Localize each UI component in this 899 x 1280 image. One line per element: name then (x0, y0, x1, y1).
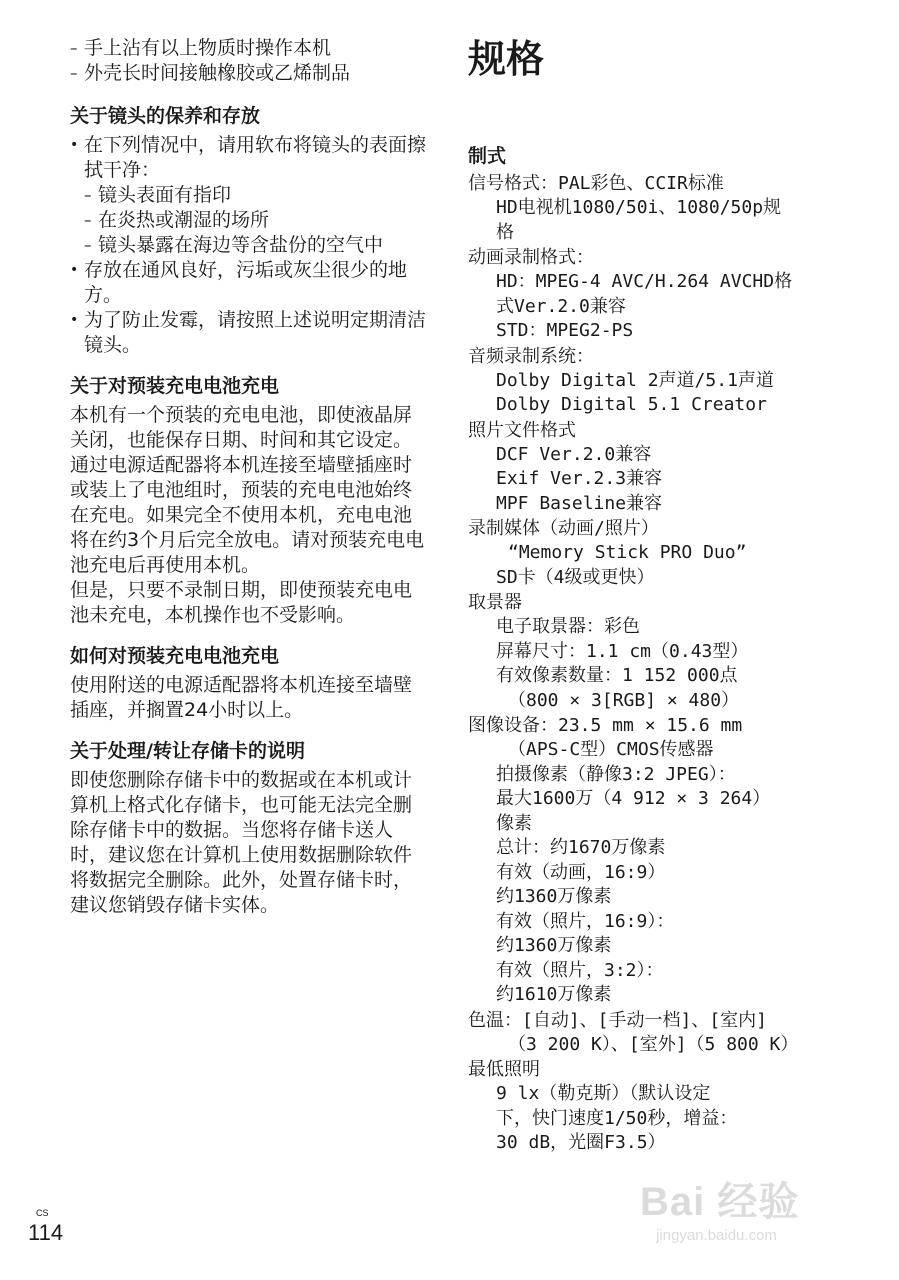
right-column (468, 34, 868, 1156)
lens-bullet: • 为了防止发霉，请按照上述说明定期清洁镜头。 (70, 308, 430, 358)
sub-text: 镜头暴露在海边等含盐份的空气中 (98, 234, 384, 256)
battery-heading: 关于对预装充电电池充电 (70, 375, 280, 397)
card-paragraph: 即使您删除存储卡中的数据或在本机或计算机上格式化存储卡，也可能无法完全删除存储卡中的数据。当您将存储卡送人时，建议您在计算机上使用数据删除软件将数据完全删除。此外，处置存储卡时，建议您销毁存储卡实体。 (70, 769, 413, 916)
spec-signal-label: 信号格式：PAL彩色、CCIR标准 (468, 173, 724, 194)
howto-paragraph: 使用附送的电源适配器将本机连接至墙壁插座，并搁置24小时以上。 (70, 674, 413, 721)
spec-movie-value: HD：MPEG-4 AVC/H.264 AVCHD格 式Ver.2.0兼容 STD：MPEG2-PS (496, 271, 793, 341)
sub-text: 在炎热或潮湿的场所 (98, 209, 270, 231)
spec-audio-label: 音频录制系统： (468, 345, 594, 367)
battery-paragraph: 本机有一个预装的充电电池，即使液晶屏关闭，也能保存日期、时间和其它设定。通过电源适配器将本机连接至墙壁插座时或装上了电池组时，预装的充电电池始终在充电。如果完全不使用本机，充电电池将在约3个月后完全放电。请对预装充电电池充电后再使用本机。 (70, 404, 425, 576)
page-number: 114 (28, 1220, 64, 1245)
lens-heading: 关于镜头的保养和存放 (70, 105, 261, 127)
intro-item: – 手上沾有以上物质时操作本机 (70, 37, 332, 59)
left-column (70, 36, 430, 918)
bullet-text: 为了防止发霉，请按照上述说明定期清洁镜头。 (84, 309, 427, 356)
spec-movie-label: 动画录制格式： (468, 247, 594, 268)
spec-wb-label: 色温：[自动]、[手动一档]、[室内] (468, 1009, 768, 1031)
card-heading: 关于处理/转让存储卡的说明 (70, 740, 305, 762)
spec-finder-value: （800 × 3[RGB] × 480） (508, 689, 740, 711)
lens-sub-item: – 在炎热或潮湿的场所 (70, 208, 430, 233)
bullet-text: 存放在通风良好，污垢或灰尘很少的地方。 (84, 259, 408, 306)
spec-wb-value: （3 200 K）、[室外]（5 800 K） (508, 1033, 799, 1055)
watermark-logo-text: Bai 经验 (640, 1180, 800, 1224)
spec-photo-value: DCF Ver.2.0兼容 Exif Ver.2.3兼容 MPF Baseline兼容 (496, 443, 663, 514)
page-language-code: CS (36, 1208, 49, 1218)
intro-item-text: 手上沾有以上物质时操作本机 (84, 37, 332, 59)
spec-sensor-value: 拍摄像素（静像3:2 JPEG）： 最大1600万（4 912 × 3 264） 像素 总计：约1670万像素 有效（动画，16:9） 约1360万像素 有效（照片，16:9）： 约1360万像素 有效（照片，3:2）： 约1610万像素 (496, 763, 771, 1005)
lens-bullet: • 存放在通风良好，污垢或灰尘很少的地方。 (70, 258, 430, 308)
spec-signal-value: HD电视机1080/50i、1080/50p规 格 (496, 197, 782, 243)
spec-lux-label: 最低照明 (468, 1059, 540, 1080)
howto-heading: 如何对预装充电电池充电 (70, 645, 280, 667)
lens-bullet: • 在下列情况中，请用软布将镜头的表面擦拭干净： (70, 133, 430, 183)
bullet-text: 在下列情况中，请用软布将镜头的表面擦拭干净： (84, 134, 427, 181)
sub-text: 镜头表面有指印 (98, 184, 232, 206)
lens-sub-item: – 镜头表面有指印 (70, 183, 430, 208)
spec-media-value: “Memory Stick PRO Duo” (508, 542, 747, 563)
spec-finder-label: 取景器 (468, 592, 522, 613)
intro-item-text: 外壳长时间接触橡胶或乙烯制品 (84, 62, 351, 84)
battery-paragraph: 但是，只要不录制日期，即使预装充电电池未充电，本机操作也不受影响。 (70, 579, 413, 626)
spec-sensor-label: 图像设备：23.5 mm × 15.6 mm (468, 715, 743, 736)
spec-media-label: 录制媒体（动画/照片） (468, 518, 659, 539)
watermark-url: jingyan.baidu.com (656, 1227, 777, 1244)
spec-finder-value: 电子取景器：彩色 屏幕尺寸：1.1 cm（0.43型） 有效像素数量：1 152 000点 (496, 616, 749, 686)
spec-photo-label: 照片文件格式 (468, 419, 576, 441)
intro-item: – 外壳长时间接触橡胶或乙烯制品 (70, 62, 351, 84)
spec-media-value: SD卡（4级或更快） (496, 566, 655, 588)
spec-section-heading: 制式 (468, 145, 507, 167)
spec-audio-value: Dolby Digital 2声道/5.1声道 Dolby Digital 5.1 Creator (496, 369, 774, 415)
baidu-watermark (640, 1170, 860, 1250)
page-title: 规格 (468, 37, 545, 81)
spec-lux-value: 9 lx（勒克斯）（默认设定 下，快门速度1/50秒，增益： 30 dB，光圈F3.5） (496, 1083, 738, 1153)
spec-sensor-value: （APS-C型）CMOS传感器 (508, 739, 714, 760)
lens-sub-item: – 镜头暴露在海边等含盐份的空气中 (70, 233, 430, 258)
